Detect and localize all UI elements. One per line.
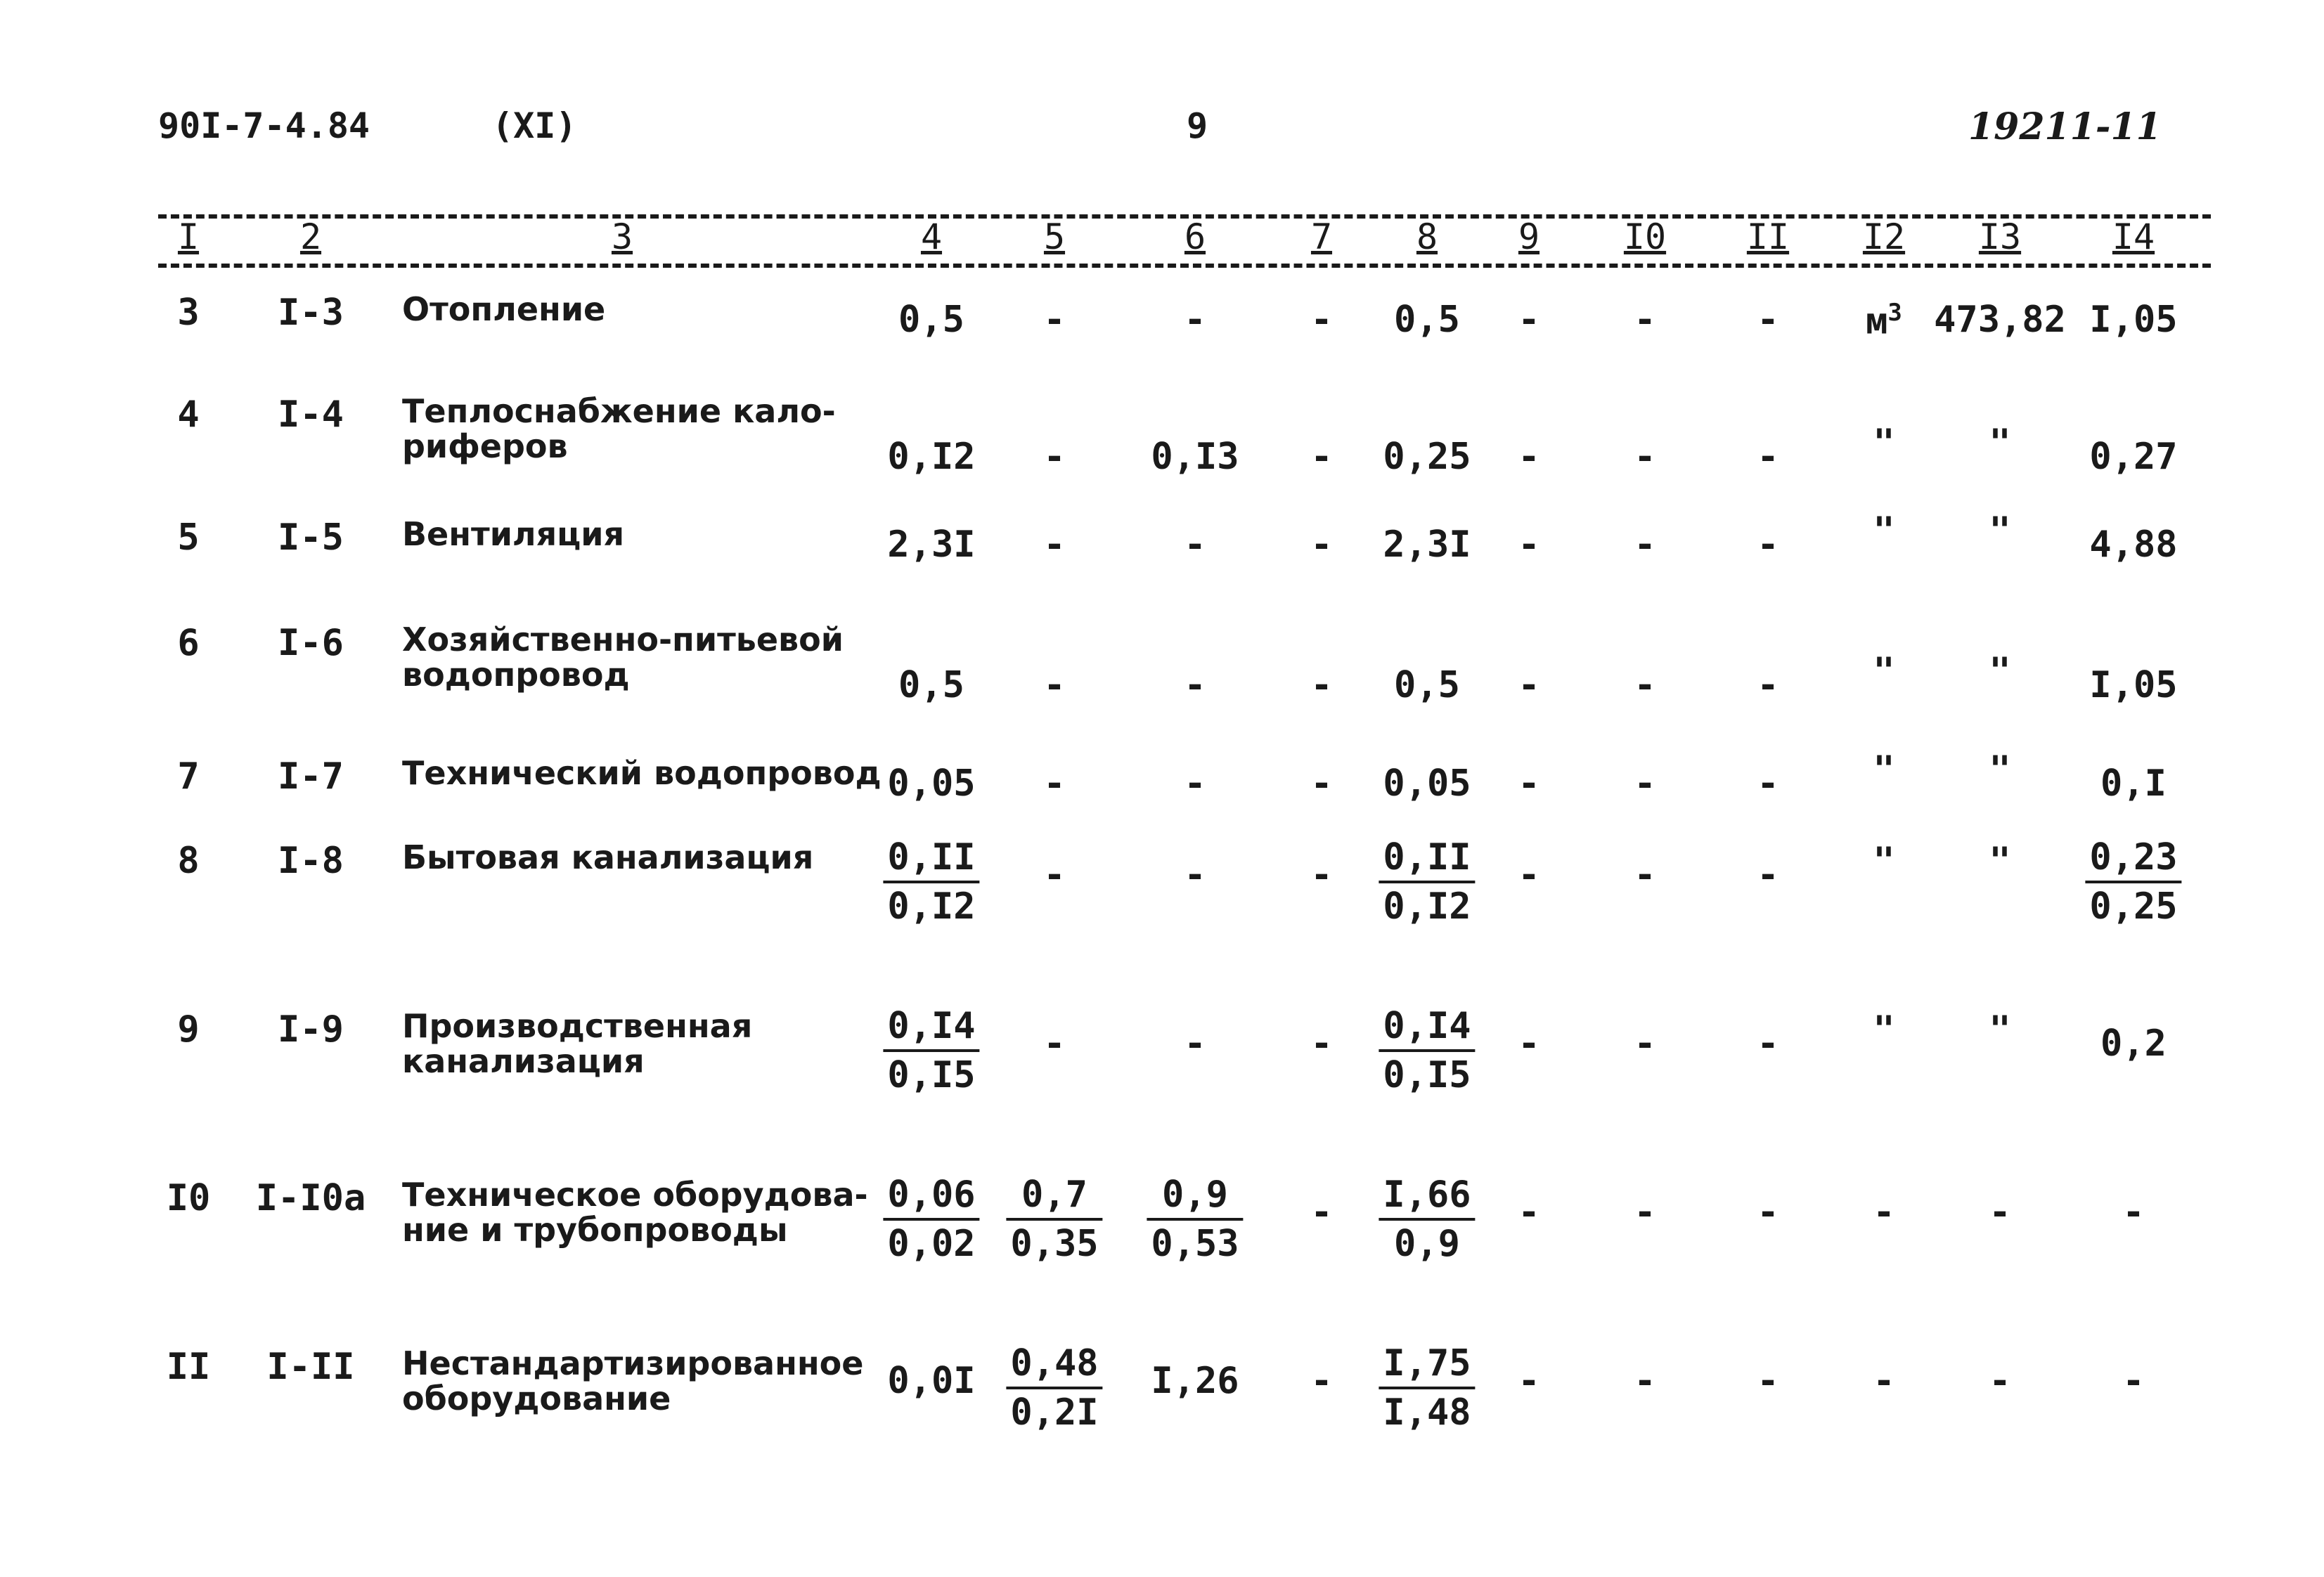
cell-col-8-numerator: I,75 [1379,1340,1475,1389]
cell-col-5: - [1043,436,1066,478]
cell-col-12: " [1873,840,1895,882]
cell-col-14: 0,27 [2089,436,2178,478]
cell-col-6-fraction [1147,1172,1243,1267]
row-name-line: риферов [402,427,568,465]
cell-col-9: - [1518,1360,1540,1402]
row-code: I-6 [278,622,344,664]
cell-col-7: - [1310,299,1333,341]
cell-col-6: I,26 [1151,1360,1239,1402]
column-number-7: 7 [1310,216,1333,257]
cell-col-12: - [1873,1191,1895,1233]
cell-col-14: I,05 [2089,299,2178,341]
cell-col-12: " [1873,650,1895,692]
row-name [402,840,813,875]
cell-col-13: " [1989,840,2011,882]
cell-col-8: 0,5 [1394,664,1460,706]
cell-col-11: - [1757,854,1779,896]
cell-col-6-numerator: 0,9 [1147,1172,1243,1221]
cell-col-14: - [2122,1191,2145,1233]
cell-col-8-denominator: 0,I5 [1383,1054,1471,1096]
row-name [402,517,624,552]
cell-col-10: - [1634,762,1656,805]
row-name-line: Вентиляция [402,515,625,553]
row-name-line: Отопление [402,290,606,328]
cell-col-4: 0,05 [887,762,976,805]
column-number-11: II [1746,216,1790,257]
cell-col-8-denominator: 0,9 [1394,1223,1460,1265]
cell-col-12: - [1873,1360,1895,1402]
cell-col-7: - [1310,436,1333,478]
cell-col-8-fraction [1379,1003,1475,1098]
cell-col-6-denominator: 0,53 [1151,1223,1239,1265]
cell-col-5: - [1043,762,1066,805]
header-page-number: 9 [1187,105,1208,146]
cell-col-5-numerator: 0,48 [1006,1340,1102,1389]
row-name-line: ние и трубопроводы [402,1211,788,1249]
cell-col-4-denominator: 0,02 [887,1223,976,1265]
divider-header [158,264,2211,268]
row-name [402,292,605,327]
cell-col-6: - [1184,524,1206,566]
row-name-line: Производственная [402,1007,753,1045]
cell-col-8-fraction [1379,1340,1475,1436]
header-section: (XI) [492,105,577,146]
cell-col-8: 0,05 [1383,762,1471,805]
cell-col-13: " [1989,1008,2011,1051]
cell-col-9: - [1518,524,1540,566]
row-name [402,1346,863,1416]
column-number-10: I0 [1623,216,1667,257]
row-number: 4 [177,394,200,436]
cell-col-5-denominator: 0,2I [1010,1391,1099,1434]
cell-col-8: 0,5 [1394,299,1460,341]
cell-col-11: - [1757,524,1779,566]
cell-col-12: " [1873,510,1895,552]
column-number-2: 2 [299,216,322,257]
cell-col-6: - [1184,299,1206,341]
cell-col-14: 4,88 [2089,524,2178,566]
cell-col-7: - [1310,524,1333,566]
cell-col-11: - [1757,762,1779,805]
column-number-3: 3 [611,216,633,257]
cell-col-9: - [1518,664,1540,706]
column-number-12: I2 [1862,216,1906,257]
row-code: I-II [266,1346,355,1388]
cell-col-14-numerator: 0,23 [2085,834,2181,883]
column-number-9: 9 [1518,216,1540,257]
row-code: I-8 [278,840,344,882]
cell-col-13: 473,82 [1934,299,2066,341]
cell-col-4-numerator: 0,I4 [883,1003,979,1052]
row-name [402,1008,752,1079]
cell-col-5-denominator: 0,35 [1010,1223,1099,1265]
cell-col-4-fraction [883,1003,979,1098]
cell-col-6: 0,I3 [1151,436,1239,478]
cell-col-11: - [1757,1360,1779,1402]
cell-col-4: 0,5 [898,664,964,706]
cell-col-4-numerator: 0,06 [883,1172,979,1221]
cell-col-6: - [1184,1023,1206,1065]
cell-col-5: - [1043,299,1066,341]
row-name-line: канализация [402,1042,645,1080]
header-inventory-number: 19211-11 [1968,105,2162,148]
column-number-1: I [177,216,200,257]
cell-col-4-denominator: 0,I5 [887,1054,976,1096]
cell-col-14: - [2122,1360,2145,1402]
row-name-line: водопровод [402,656,630,694]
cell-col-4: 0,0I [887,1360,976,1402]
cell-col-13: " [1989,422,2011,464]
row-name-line: Бытовая канализация [402,838,814,876]
row-number: 5 [177,517,200,559]
cell-col-12: $м^3$ [1866,299,1902,343]
cell-col-7: - [1310,664,1333,706]
cell-col-12: " [1873,1008,1895,1051]
cell-col-6: - [1184,762,1206,805]
cell-col-4: 0,5 [898,299,964,341]
cell-col-4-numerator: 0,II [883,834,979,883]
row-number: II [166,1346,211,1388]
cell-col-8-fraction [1379,834,1475,930]
cell-col-5: - [1043,524,1066,566]
column-number-4: 4 [920,216,943,257]
cell-col-5-fraction [1006,1172,1102,1267]
cell-col-9: - [1518,854,1540,896]
row-name-line: Техническое оборудова- [402,1176,868,1214]
cell-col-9: - [1518,299,1540,341]
cell-col-10: - [1634,854,1656,896]
cell-col-11: - [1757,1191,1779,1233]
column-number-6: 6 [1184,216,1206,257]
cell-col-14-fraction [2085,834,2181,930]
cell-col-12: " [1873,422,1895,464]
cell-col-14: 0,I [2100,762,2167,805]
row-name [402,1177,868,1247]
row-code: I-5 [278,517,344,559]
cell-col-10: - [1634,664,1656,706]
cell-col-13: - [1989,1191,2011,1233]
header-doc-code: 90I-7-4.84 [158,105,370,146]
cell-col-14-denominator: 0,25 [2089,885,2178,928]
cell-col-8-denominator: 0,I2 [1383,885,1471,928]
cell-col-8: 0,25 [1383,436,1471,478]
cell-col-7: - [1310,1023,1333,1065]
cell-col-11: - [1757,299,1779,341]
row-name-line: оборудование [402,1380,671,1417]
cell-col-12: " [1873,748,1895,791]
cell-col-5-fraction [1006,1340,1102,1436]
row-code: I-4 [278,394,344,436]
cell-col-8-numerator: I,66 [1379,1172,1475,1221]
unit-superscript: 3 [1887,299,1902,327]
row-number: 7 [177,755,200,798]
cell-col-7: - [1310,1360,1333,1402]
cell-col-8: 2,3I [1383,524,1471,566]
row-number: 3 [177,292,200,334]
row-name-line: Хозяйственно-питьевой [402,621,844,658]
row-number: 9 [177,1008,200,1051]
cell-col-4-denominator: 0,I2 [887,885,976,928]
cell-col-4: 0,I2 [887,436,976,478]
cell-col-10: - [1634,299,1656,341]
row-name-line: Нестандартизированное [402,1344,864,1382]
cell-col-13: - [1989,1360,2011,1402]
cell-col-5: - [1043,1023,1066,1065]
column-number-5: 5 [1043,216,1066,257]
row-name [402,622,844,692]
cell-col-7: - [1310,1191,1333,1233]
cell-col-6: - [1184,664,1206,706]
row-number: 8 [177,840,200,882]
cell-col-9: - [1518,1023,1540,1065]
cell-col-8-numerator: 0,II [1379,834,1475,883]
cell-col-10: - [1634,524,1656,566]
cell-col-8-numerator: 0,I4 [1379,1003,1475,1052]
row-name-line: Теплоснабжение кало- [402,392,836,430]
row-number: 6 [177,622,200,664]
cell-col-13: " [1989,748,2011,791]
cell-col-5-numerator: 0,7 [1006,1172,1102,1221]
cell-col-13: " [1989,510,2011,552]
row-name [402,394,836,464]
row-code: I-3 [278,292,344,334]
cell-col-7: - [1310,762,1333,805]
cell-col-5: - [1043,664,1066,706]
cell-col-10: - [1634,1360,1656,1402]
cell-col-11: - [1757,1023,1779,1065]
column-number-14: I4 [2112,216,2155,257]
cell-col-10: - [1634,1191,1656,1233]
cell-col-9: - [1518,762,1540,805]
cell-col-14: 0,2 [2100,1023,2167,1065]
cell-col-11: - [1757,436,1779,478]
cell-col-4-fraction [883,834,979,930]
row-name-line: Технический водопровод [402,754,882,792]
cell-col-8-denominator: I,48 [1383,1391,1471,1434]
cell-col-9: - [1518,436,1540,478]
cell-col-10: - [1634,1023,1656,1065]
cell-col-13: " [1989,650,2011,692]
row-number: I0 [166,1177,211,1219]
cell-col-14: I,05 [2089,664,2178,706]
cell-col-4: 2,3I [887,524,976,566]
row-name [402,755,882,791]
column-number-13: I3 [1978,216,2022,257]
row-code: I-9 [278,1008,344,1051]
row-code: I-I0a [255,1177,366,1219]
row-code: I-7 [278,755,344,798]
cell-col-7: - [1310,854,1333,896]
cell-col-11: - [1757,664,1779,706]
cell-col-4-fraction [883,1172,979,1267]
column-number-8: 8 [1416,216,1438,257]
cell-col-5: - [1043,854,1066,896]
cell-col-8-fraction [1379,1172,1475,1267]
cell-col-10: - [1634,436,1656,478]
cell-col-6: - [1184,854,1206,896]
cell-col-9: - [1518,1191,1540,1233]
